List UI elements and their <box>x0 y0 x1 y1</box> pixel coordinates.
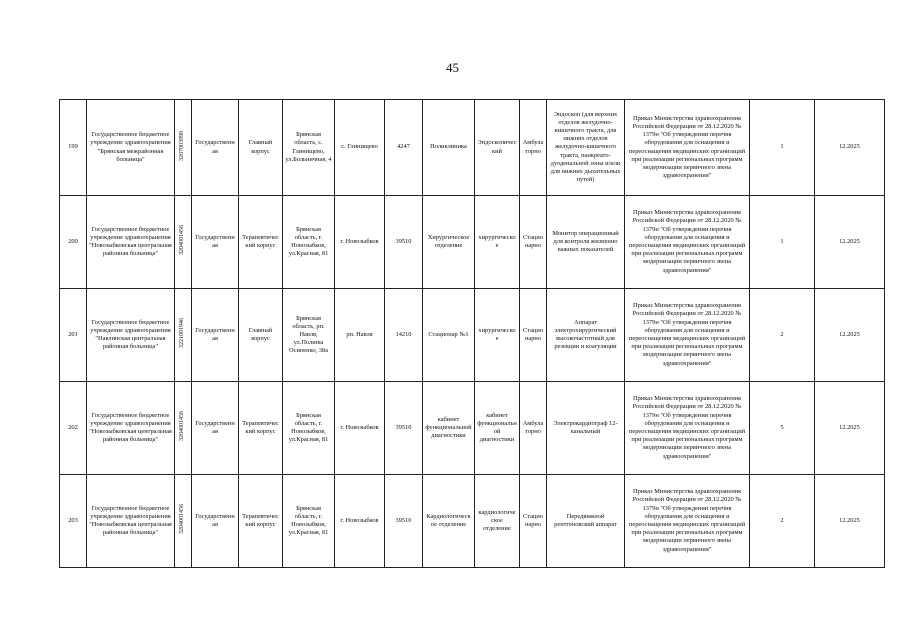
delivery-date: 12.2025 <box>815 196 885 289</box>
building-name: Терапевтический корпус <box>239 196 283 289</box>
legal-basis: Приказ Министерства здравоохранения Российской Федерации от 28.12.2020 № 1379н "Об утверждении перечня оборудования для оснащения и переоснащения медицинских организаций при реализации региональных программ модернизации первичного звена здравоохранения" <box>625 475 750 568</box>
inn-code: 3221001946 <box>175 289 192 382</box>
equipment-name: Аппарат электрохирургический высокочастотный для резекции и коагуляции <box>547 289 625 382</box>
quantity: 2 <box>750 475 815 568</box>
table-row <box>60 382 885 475</box>
care-form: Амбулаторно <box>520 382 547 475</box>
locality: рп. Навля <box>335 289 385 382</box>
table-row <box>60 100 885 196</box>
unit-name: Поликлиника <box>423 100 475 196</box>
care-form: Стационарно <box>520 475 547 568</box>
legal-basis: Приказ Министерства здравоохранения Российской Федерации от 28.12.2020 № 1379н "Об утверждении перечня оборудования для оснащения и переоснащения медицинских организаций при реализации региональных программ модернизации первичного звена здравоохранения" <box>625 382 750 475</box>
department-profile: кардиологическое отделение <box>475 475 520 568</box>
row-number: 200 <box>60 196 87 289</box>
legal-basis: Приказ Министерства здравоохранения Российской Федерации от 28.12.2020 № 1379н "Об утверждении перечня оборудования для оснащения и переоснащения медицинских организаций при реализации региональных программ модернизации первичного звена здравоохранения" <box>625 289 750 382</box>
locality-code: 4247 <box>385 100 423 196</box>
table-row <box>60 475 885 568</box>
organization-name: Государственное бюджетное учреждение здравоохранения "Новозыбковская центральная районная больница" <box>87 382 175 475</box>
table-row <box>60 289 885 382</box>
address: Брянская область, рп. Навля, ул.Полины Осипенко, 38а <box>283 289 335 382</box>
address: Брянская область, г. Новозыбков, ул.Красная, 81 <box>283 475 335 568</box>
locality: г. Новозыбков <box>335 382 385 475</box>
organization-name: Государственное бюджетное учреждение здравоохранения "Новозыбковская центральная районная больница" <box>87 475 175 568</box>
care-form: Стационарно <box>520 196 547 289</box>
organization-name: Государственное бюджетное учреждение здравоохранения "Новозыбковская центральная районная больница" <box>87 196 175 289</box>
unit-name: Кардиологическое отделение <box>423 475 475 568</box>
equipment-name: Электрокардиограф 12-канальный <box>547 382 625 475</box>
locality-code: 39510 <box>385 382 423 475</box>
row-number: 199 <box>60 100 87 196</box>
equipment-name: Передвижной рентгеновский аппарат <box>547 475 625 568</box>
quantity: 5 <box>750 382 815 475</box>
locality: г. Новозыбков <box>335 475 385 568</box>
address: Брянская область, с. Глинищево, ул.Больничная, 4 <box>283 100 335 196</box>
locality-code: 39510 <box>385 196 423 289</box>
quantity: 2 <box>750 289 815 382</box>
locality: г. Новозыбков <box>335 196 385 289</box>
building-name: Терапевтический корпус <box>239 475 283 568</box>
department-profile: хирургическое <box>475 196 520 289</box>
row-number: 202 <box>60 382 87 475</box>
locality-code: 14210 <box>385 289 423 382</box>
delivery-date: 12.2025 <box>815 100 885 196</box>
ownership-type: Государственная <box>192 382 239 475</box>
ownership-type: Государственная <box>192 196 239 289</box>
building-name: Терапевтический корпус <box>239 382 283 475</box>
inn-code: 3204001456 <box>175 196 192 289</box>
equipment-name: Монитор операционный для контроля жизненно важных показателей <box>547 196 625 289</box>
building-name: Главный корпус <box>239 289 283 382</box>
unit-name: Стационар №1 <box>423 289 475 382</box>
delivery-date: 12.2025 <box>815 475 885 568</box>
inn-code: 3207003998 <box>175 100 192 196</box>
locality-code: 39510 <box>385 475 423 568</box>
table-row <box>60 196 885 289</box>
address: Брянская область, г. Новозыбков, ул.Красная, 81 <box>283 196 335 289</box>
unit-name: Хирургическое отделение <box>423 196 475 289</box>
quantity: 1 <box>750 100 815 196</box>
organization-name: Государственное бюджетное учреждение здравоохранения "Навлинская центральная районная больница" <box>87 289 175 382</box>
unit-name: кабинет функциональной диагностики <box>423 382 475 475</box>
delivery-date: 12.2025 <box>815 289 885 382</box>
department-profile: хирургическое <box>475 289 520 382</box>
inn-code: 3204001456 <box>175 382 192 475</box>
row-number: 203 <box>60 475 87 568</box>
ownership-type: Государственная <box>192 475 239 568</box>
care-form: Амбулаторно <box>520 100 547 196</box>
care-form: Стационарно <box>520 289 547 382</box>
address: Брянская область, г. Новозыбков, ул.Красная, 81 <box>283 382 335 475</box>
locality: с. Глинищево <box>335 100 385 196</box>
delivery-date: 12.2025 <box>815 382 885 475</box>
organization-name: Государственное бюджетное учреждение здравоохранения "Брянская межрайонная больница" <box>87 100 175 196</box>
inn-code: 3204001456 <box>175 475 192 568</box>
legal-basis: Приказ Министерства здравоохранения Российской Федерации от 28.12.2020 № 1379н "Об утверждении перечня оборудования для оснащения и переоснащения медицинских организаций при реализации региональных программ модернизации первичного звена здравоохранения" <box>625 196 750 289</box>
ownership-type: Государственная <box>192 289 239 382</box>
row-number: 201 <box>60 289 87 382</box>
page-number: 45 <box>446 60 459 75</box>
department-profile: кабинет функциональной диагностики <box>475 382 520 475</box>
equipment-name: Эндоскоп (для верхних отделов желудочно-кишечного тракта, для нижних отделов желудочно-кишечного тракта, панкреато-дуоденальной зоны и/или для нижних дыхательных путей) <box>547 100 625 196</box>
quantity: 1 <box>750 196 815 289</box>
building-name: Главный корпус <box>239 100 283 196</box>
ownership-type: Государственная <box>192 100 239 196</box>
equipment-table <box>59 99 885 568</box>
department-profile: Эндоскопический <box>475 100 520 196</box>
legal-basis: Приказ Министерства здравоохранения Российской Федерации от 28.12.2020 № 1379н "Об утверждении перечня оборудования для оснащения и переоснащения медицинских организаций при реализации региональных программ модернизации первичного звена здравоохранения" <box>625 100 750 196</box>
